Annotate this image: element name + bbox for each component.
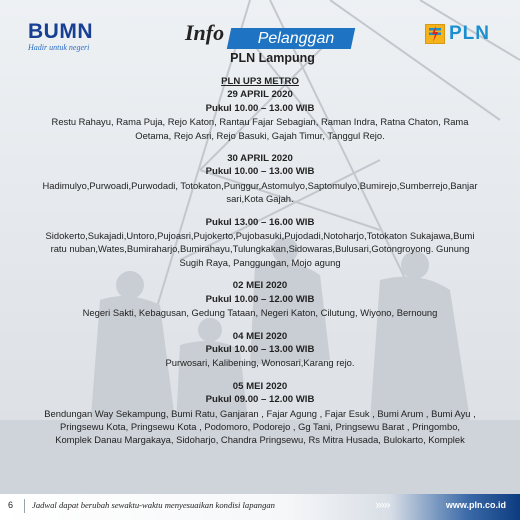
title-pelanggan: Pelanggan <box>257 30 335 47</box>
schedule-areas-line: Sugih Raya, Panggungan, Mojo agung <box>179 256 341 268</box>
footer-divider <box>24 499 25 513</box>
schedule-time: Pukul 10.00 – 13.00 WIB <box>205 166 315 178</box>
schedule-areas-line: Negeri Sakti, Kebagusan, Gedung Tataan, Negeri Katon, Cilutung, Wiyono, Bernoung <box>82 307 438 319</box>
schedule-areas-line: Hadimulyo,Purwoadi,Purwodadi, Totokaton,Punggur,Astomulyo,Saptomulyo,Bumirejo,Sumberrejo,Banjar <box>42 179 478 191</box>
page-number: 6 <box>8 500 14 510</box>
bumn-logo-word: BUMN <box>28 20 93 43</box>
schedule-time: Pukul 10.00 – 13.00 WIB <box>205 102 315 114</box>
outage-schedule <box>10 75 510 447</box>
schedule-areas-line: Bendungan Way Sekampung, Bumi Ratu, Ganjaran , Fajar Agung , Fajar Esuk , Bumi Arum , Bumi Ayu , <box>44 407 476 419</box>
chevron-right-icon: ››››› <box>375 498 389 512</box>
pln-logo-word: PLN <box>449 23 490 44</box>
footer <box>0 494 520 520</box>
schedule-areas-line: Sidokerto,Sukajadi,Untoro,Pujoasri,Pujokerto,Pujobasuki,Pujodadi,Notoharjo,Totokaton Sukajawa,Bumi <box>45 230 475 242</box>
website-link[interactable]: www.pln.co.id <box>445 500 506 510</box>
schedule-date: 05 MEI 2020 <box>232 380 288 392</box>
pln-lightning-icon <box>425 24 445 44</box>
schedule-areas-line: Restu Rahayu, Rama Puja, Rejo Katon, Rantau Fajar Sebagian, Raman Indra, Ratna Chaton, Rama <box>51 116 469 128</box>
unit-heading: PLN UP3 METRO <box>221 76 299 87</box>
schedule-areas-line: Oetama, Rejo Asri, Rejo Basuki, Gajah Timur, Tanggul Rejo. <box>135 129 385 141</box>
schedule-time: Pukul 09.00 – 12.00 WIB <box>205 394 315 406</box>
schedule-time: Pukul 10.00 – 12.00 WIB <box>205 293 315 305</box>
header <box>0 0 520 72</box>
schedule-time: Pukul 10.00 – 13.00 WIB <box>205 343 315 355</box>
info-pelanggan-title <box>185 18 360 68</box>
schedule-time: Pukul 13.00 – 16.00 WIB <box>205 216 315 228</box>
schedule-date: 30 APRIL 2020 <box>227 153 293 165</box>
schedule-areas-line: Komplek Danau Margakaya, Sidoharjo, Chandra Pringsewu, Rs Mitra Husada, Bulokarto, Komplek <box>55 434 465 446</box>
footer-disclaimer: Jadwal dapat berubah sewaktu-waktu menyesuaikan kondisi lapangan <box>32 500 275 510</box>
title-info: Info <box>185 20 225 45</box>
schedule-areas-line: Purwosari, Kalibening, Wonosari,Karang rejo. <box>165 357 355 369</box>
bumn-logo-tagline: Hadir untuk negeri <box>28 43 90 52</box>
schedule-areas-line: Pringsewu Kota, Pringsewu Kota , Podomoro, Podorejo , Gg Tani, Pringsewu Barat , Pringombo, <box>59 420 461 432</box>
schedule-date: 04 MEI 2020 <box>232 330 288 342</box>
bumn-logo <box>28 22 93 52</box>
schedule-date: 02 MEI 2020 <box>232 280 288 292</box>
schedule-areas-line: ratu nuban,Wates,Bumiraharjo,Bumirahayu,Tulungkakan,Sidowaras,Bulusari,Gotongroyong. Gunung <box>50 243 470 255</box>
schedule-areas-line: sari,Kota Gajah. <box>226 193 294 205</box>
schedule-date: 29 APRIL 2020 <box>227 89 293 101</box>
page-subtitle: PLN Lampung <box>230 51 315 65</box>
